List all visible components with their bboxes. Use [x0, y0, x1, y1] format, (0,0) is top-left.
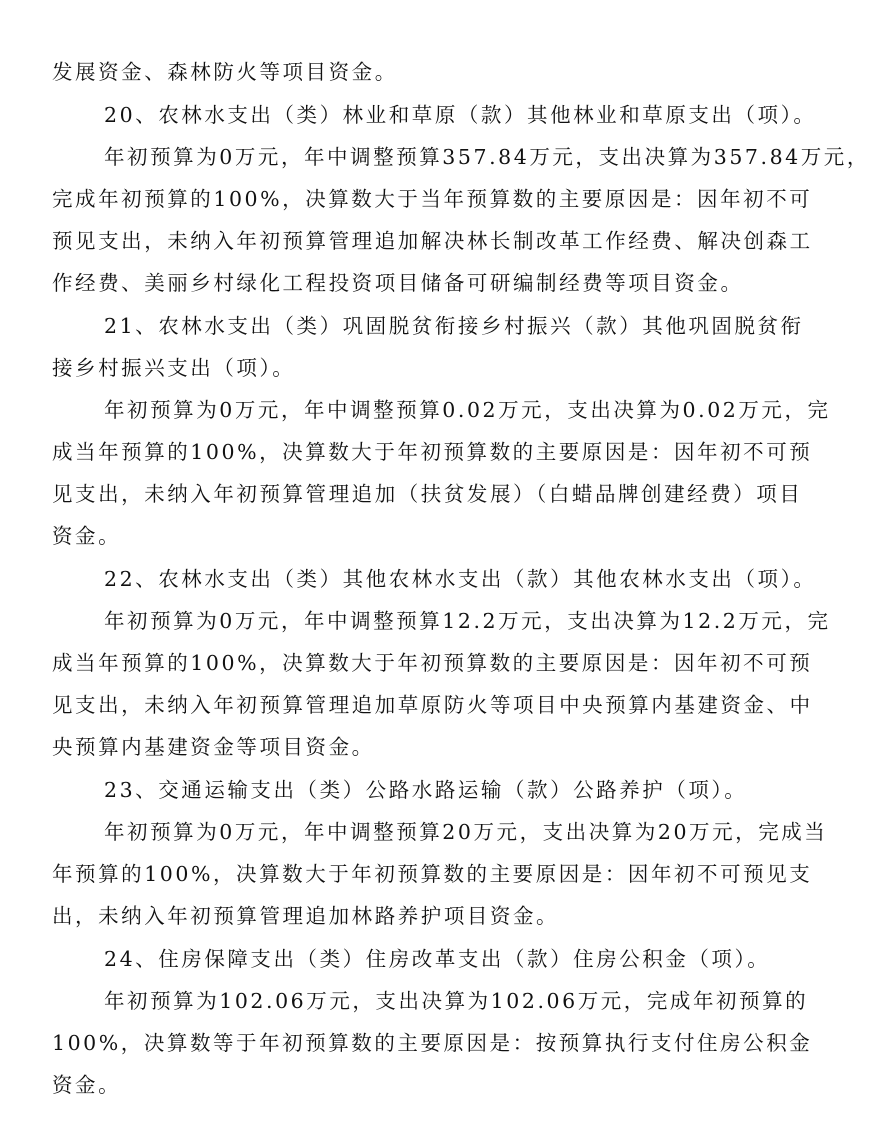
- paragraph-line: 见支出，未纳入年初预算管理追加草原防火等项目中央预算内基建资金、中: [52, 693, 813, 717]
- paragraph-line: 预见支出，未纳入年初预算管理追加解决林长制改革工作经费、解决创森工: [52, 229, 813, 253]
- paragraph-line: 年初预算为0万元，年中调整预算0.02万元，支出决算为0.02万元，完: [104, 398, 831, 422]
- paragraph-line: 央预算内基建资金等项目资金。: [52, 735, 375, 759]
- paragraph-line: 年初预算为102.06万元，支出决算为102.06万元，完成年初预算的: [104, 989, 809, 1013]
- paragraph-line: 出，未纳入年初预算管理追加林路养护项目资金。: [52, 904, 560, 928]
- paragraph-line: 资金。: [52, 524, 122, 548]
- section-heading-22: 22、农林水支出（类）其他农林水支出（款）其他农林水支出（项）。: [104, 567, 817, 591]
- paragraph-line: 完成年初预算的100%，决算数大于当年预算数的主要原因是：因年初不可: [52, 187, 813, 211]
- section-heading-23: 23、交通运输支出（类）公路水路运输（款）公路养护（项）。: [104, 778, 748, 802]
- paragraph-line: 作经费、美丽乡村绿化工程投资项目储备可研编制经费等项目资金。: [52, 271, 744, 295]
- section-heading-21-cont: 接乡村振兴支出（项）。: [52, 356, 296, 380]
- paragraph-line: 见支出，未纳入年初预算管理追加（扶贫发展）（白蜡品牌创建经费）项目: [52, 482, 803, 506]
- paragraph-line: 成当年预算的100%，决算数大于年初预算数的主要原因是：因年初不可预: [52, 651, 813, 675]
- section-heading-20: 20、农林水支出（类）林业和草原（款）其他林业和草原支出（项）。: [104, 103, 817, 127]
- paragraph-line: 成当年预算的100%，决算数大于年初预算数的主要原因是：因年初不可预: [52, 440, 813, 464]
- section-heading-21: 21、农林水支出（类）巩固脱贫衔接乡村振兴（款）其他巩固脱贫衔: [104, 314, 804, 338]
- section-heading-24: 24、住房保障支出（类）住房改革支出（款）住房公积金（项）。: [104, 947, 771, 971]
- paragraph-line: 年预算的100%，决算数大于年初预算数的主要原因是：因年初不可预见支: [52, 862, 813, 886]
- paragraph-line: 年初预算为0万元，年中调整预算12.2万元，支出决算为12.2万元，完: [104, 609, 831, 633]
- paragraph-line: 100%，决算数等于年初预算数的主要原因是：按预算执行支付住房公积金: [52, 1031, 813, 1055]
- paragraph-line: 资金。: [52, 1073, 122, 1097]
- paragraph-line: 年初预算为0万元，年中调整预算357.84万元，支出决算为357.84万元，: [104, 145, 870, 169]
- paragraph-line: 年初预算为0万元，年中调整预算20万元，支出决算为20万元，完成当: [104, 820, 828, 844]
- paragraph-line: 发展资金、森林防火等项目资金。: [52, 60, 398, 84]
